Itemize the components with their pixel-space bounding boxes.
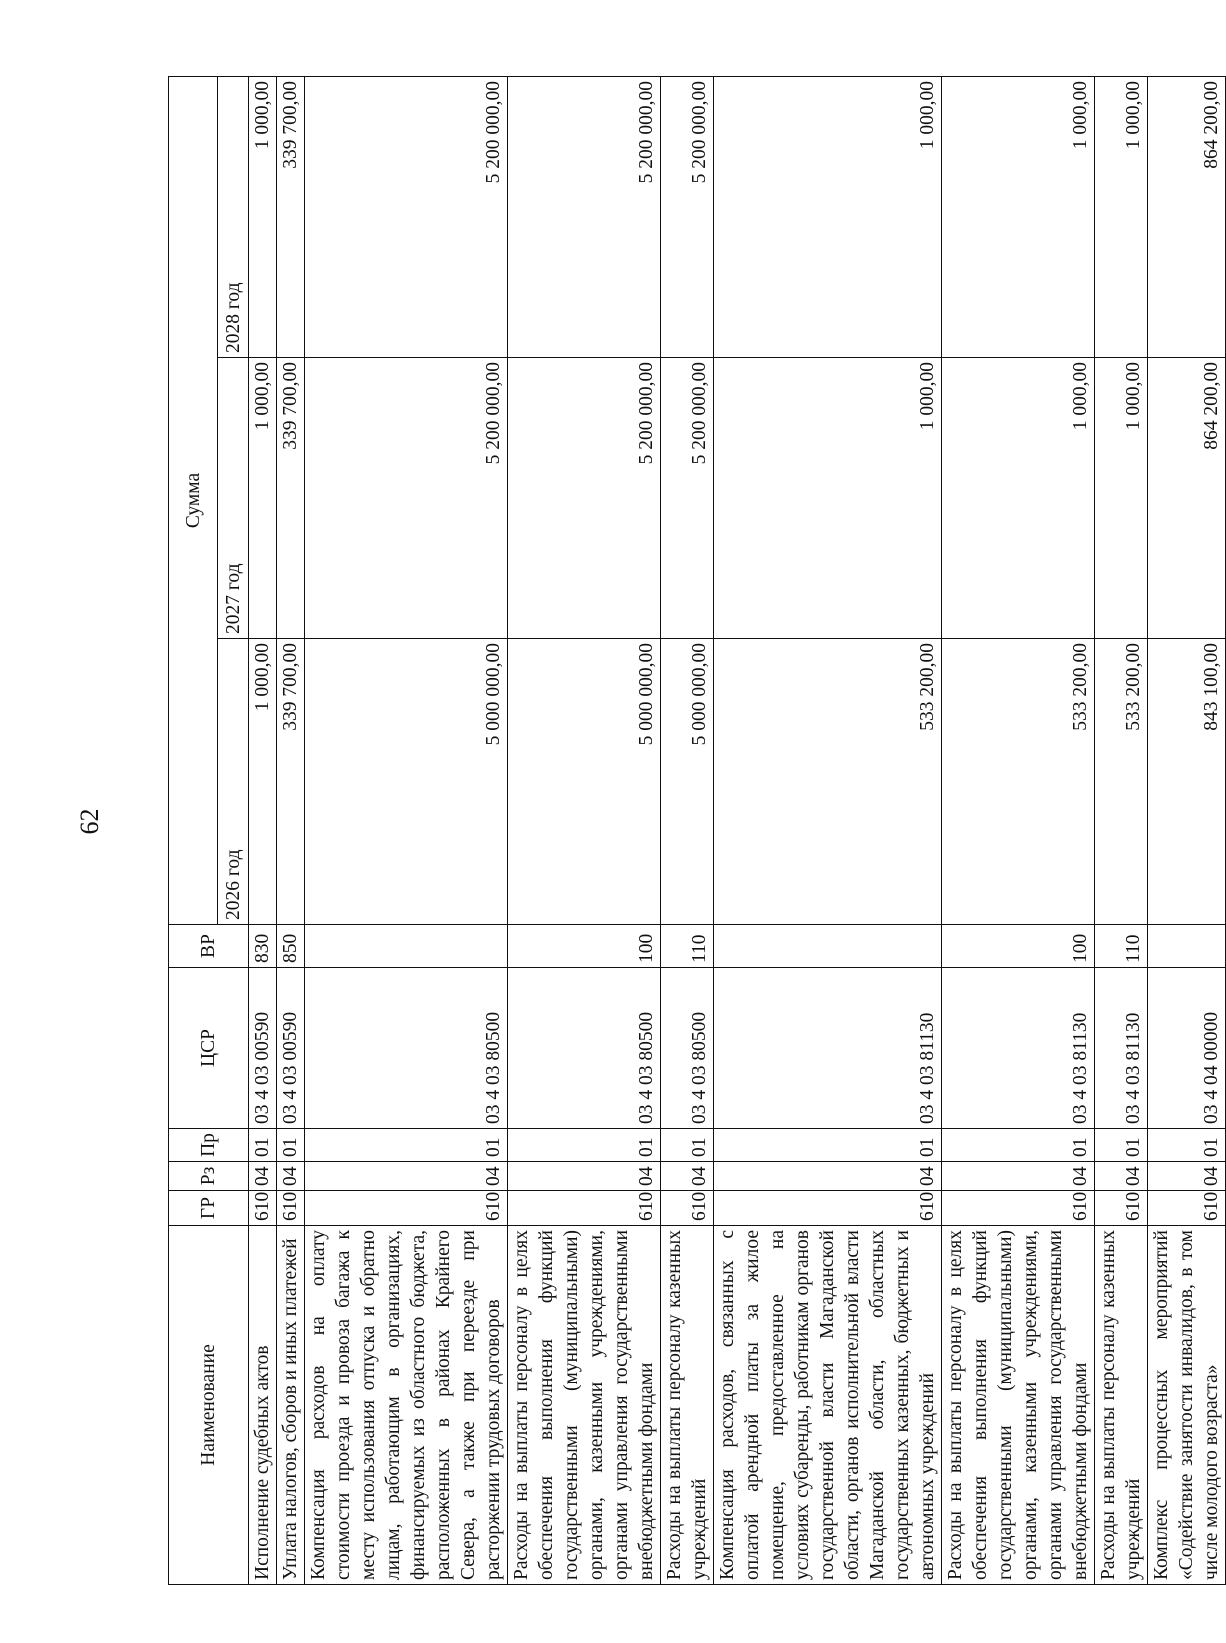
cell-pr: 01 xyxy=(508,1129,661,1162)
cell-pr: 01 xyxy=(942,1129,1095,1162)
cell-csr: 03 4 03 81130 xyxy=(714,968,942,1129)
cell-2027: 1 000,00 xyxy=(714,358,942,639)
cell-name: Расходы на выплаты персоналу казенных учреждений xyxy=(661,1226,714,1585)
cell-gr: 610 xyxy=(508,1191,661,1226)
cell-vr xyxy=(1148,925,1226,968)
cell-name: Компенсация расходов, связанных с оплатой арендной платы за жилое помещение, предоставленное на условиях субаренды, работникам органов государственной власти Магаданской области, органов исполнительной власти Магаданской области, областных государственных казенных, бюджетных и автономных учреждений xyxy=(714,1226,942,1585)
cell-rz: 04 xyxy=(661,1162,714,1191)
cell-2027: 1 000,00 xyxy=(942,358,1095,639)
col-header-pr: Пр xyxy=(169,1129,249,1162)
table-row xyxy=(942,77,1095,1585)
cell-2026: 1 000,00 xyxy=(249,639,277,925)
cell-2027: 1 000,00 xyxy=(249,358,277,639)
cell-gr: 610 xyxy=(249,1191,277,1226)
cell-rz: 04 xyxy=(305,1162,508,1191)
cell-csr: 03 4 03 81130 xyxy=(1095,968,1148,1129)
cell-name: Исполнение судебных актов xyxy=(249,1226,277,1585)
col-header-name: Наименование xyxy=(169,1226,249,1585)
table-row xyxy=(277,77,305,1585)
cell-rz: 04 xyxy=(942,1162,1095,1191)
cell-pr: 01 xyxy=(249,1129,277,1162)
col-header-csr: ЦСР xyxy=(169,968,249,1129)
cell-2026: 843 100,00 xyxy=(1148,639,1226,925)
cell-csr: 03 4 03 80500 xyxy=(508,968,661,1129)
cell-2026: 5 000 000,00 xyxy=(508,639,661,925)
cell-2028: 1 000,00 xyxy=(1095,77,1148,358)
cell-name: Расходы на выплаты персоналу в целях обеспечения выполнения функций государственными (муниципальными) органами, казенными учреждениями, органами управления государственными внебюджетными фондами xyxy=(942,1226,1095,1585)
cell-vr xyxy=(305,925,508,968)
cell-pr: 01 xyxy=(661,1129,714,1162)
cell-rz: 04 xyxy=(277,1162,305,1191)
cell-gr: 610 xyxy=(714,1191,942,1226)
cell-2026: 533 200,00 xyxy=(942,639,1095,925)
cell-vr: 850 xyxy=(277,925,305,968)
cell-2028: 5 200 000,00 xyxy=(305,77,508,358)
cell-2026: 5 000 000,00 xyxy=(661,639,714,925)
table-row xyxy=(661,77,714,1585)
cell-2028: 5 200 000,00 xyxy=(661,77,714,358)
cell-csr: 03 4 04 00000 xyxy=(1148,968,1226,1129)
cell-csr: 03 4 03 80500 xyxy=(305,968,508,1129)
cell-2027: 339 700,00 xyxy=(277,358,305,639)
cell-pr: 01 xyxy=(1095,1129,1148,1162)
cell-pr: 01 xyxy=(277,1129,305,1162)
table-row xyxy=(249,77,277,1585)
cell-name: Компенсация расходов на оплату стоимости проезда и провоза багажа к месту использования отпуска и обратно лицам, работающим в организациях, финансируемых из областного бюджета, расположенных в районах Крайнего Севера, а также при переезде при расторжении трудовых договоров xyxy=(305,1226,508,1585)
cell-rz: 04 xyxy=(1148,1162,1226,1191)
table-row xyxy=(1095,77,1148,1585)
cell-2026: 339 700,00 xyxy=(277,639,305,925)
cell-2028: 1 000,00 xyxy=(249,77,277,358)
cell-gr: 610 xyxy=(942,1191,1095,1226)
cell-csr: 03 4 03 81130 xyxy=(942,968,1095,1129)
cell-name: Комплекс процессных мероприятий «Содействие занятости инвалидов, в том числе молодого возраста» xyxy=(1148,1226,1226,1585)
cell-rz: 04 xyxy=(1095,1162,1148,1191)
cell-2027: 1 000,00 xyxy=(1095,358,1148,639)
cell-name: Расходы на выплаты персоналу казенных учреждений xyxy=(1095,1226,1148,1585)
cell-csr: 03 4 03 00590 xyxy=(249,968,277,1129)
cell-2027: 864 200,00 xyxy=(1148,358,1226,639)
cell-2026: 533 200,00 xyxy=(1095,639,1148,925)
cell-vr: 110 xyxy=(661,925,714,968)
cell-2027: 5 200 000,00 xyxy=(305,358,508,639)
cell-2028: 5 200 000,00 xyxy=(508,77,661,358)
cell-2028: 1 000,00 xyxy=(942,77,1095,358)
cell-gr: 610 xyxy=(305,1191,508,1226)
cell-2027: 5 200 000,00 xyxy=(661,358,714,639)
budget-table-body xyxy=(249,77,1226,1585)
cell-name: Расходы на выплаты персоналу в целях обеспечения выполнения функций государственными (муниципальными) органами, казенными учреждениями, органами управления государственными внебюджетными фондами xyxy=(508,1226,661,1585)
table-row xyxy=(508,77,661,1585)
cell-gr: 610 xyxy=(1148,1191,1226,1226)
page-number: 62 xyxy=(75,808,104,835)
budget-table xyxy=(168,76,1226,1585)
cell-pr: 01 xyxy=(305,1129,508,1162)
col-header-sum: Сумма xyxy=(169,77,218,925)
table-row xyxy=(714,77,942,1585)
col-header-2028: 2028 год xyxy=(218,77,249,358)
cell-vr: 100 xyxy=(508,925,661,968)
col-header-gr: ГР xyxy=(169,1191,249,1226)
cell-gr: 610 xyxy=(1095,1191,1148,1226)
col-header-2026: 2026 год xyxy=(218,639,249,925)
table-row xyxy=(1148,77,1226,1585)
cell-vr: 100 xyxy=(942,925,1095,968)
cell-gr: 610 xyxy=(277,1191,305,1226)
col-header-rz: Рз xyxy=(169,1162,249,1191)
cell-rz: 04 xyxy=(249,1162,277,1191)
cell-2028: 864 200,00 xyxy=(1148,77,1226,358)
cell-2028: 1 000,00 xyxy=(714,77,942,358)
col-header-vr: ВР xyxy=(169,925,249,968)
cell-vr: 830 xyxy=(249,925,277,968)
cell-name: Уплата налогов, сборов и иных платежей xyxy=(277,1226,305,1585)
cell-vr xyxy=(714,925,942,968)
cell-gr: 610 xyxy=(661,1191,714,1226)
cell-2027: 5 200 000,00 xyxy=(508,358,661,639)
col-header-2027: 2027 год xyxy=(218,358,249,639)
table-row xyxy=(305,77,508,1585)
cell-2028: 339 700,00 xyxy=(277,77,305,358)
cell-csr: 03 4 03 00590 xyxy=(277,968,305,1129)
cell-vr: 110 xyxy=(1095,925,1148,968)
cell-2026: 5 000 000,00 xyxy=(305,639,508,925)
cell-pr: 01 xyxy=(1148,1129,1226,1162)
cell-pr: 01 xyxy=(714,1129,942,1162)
cell-csr: 03 4 03 80500 xyxy=(661,968,714,1129)
cell-2026: 533 200,00 xyxy=(714,639,942,925)
cell-rz: 04 xyxy=(714,1162,942,1191)
header-row-top xyxy=(169,77,218,1585)
cell-rz: 04 xyxy=(508,1162,661,1191)
